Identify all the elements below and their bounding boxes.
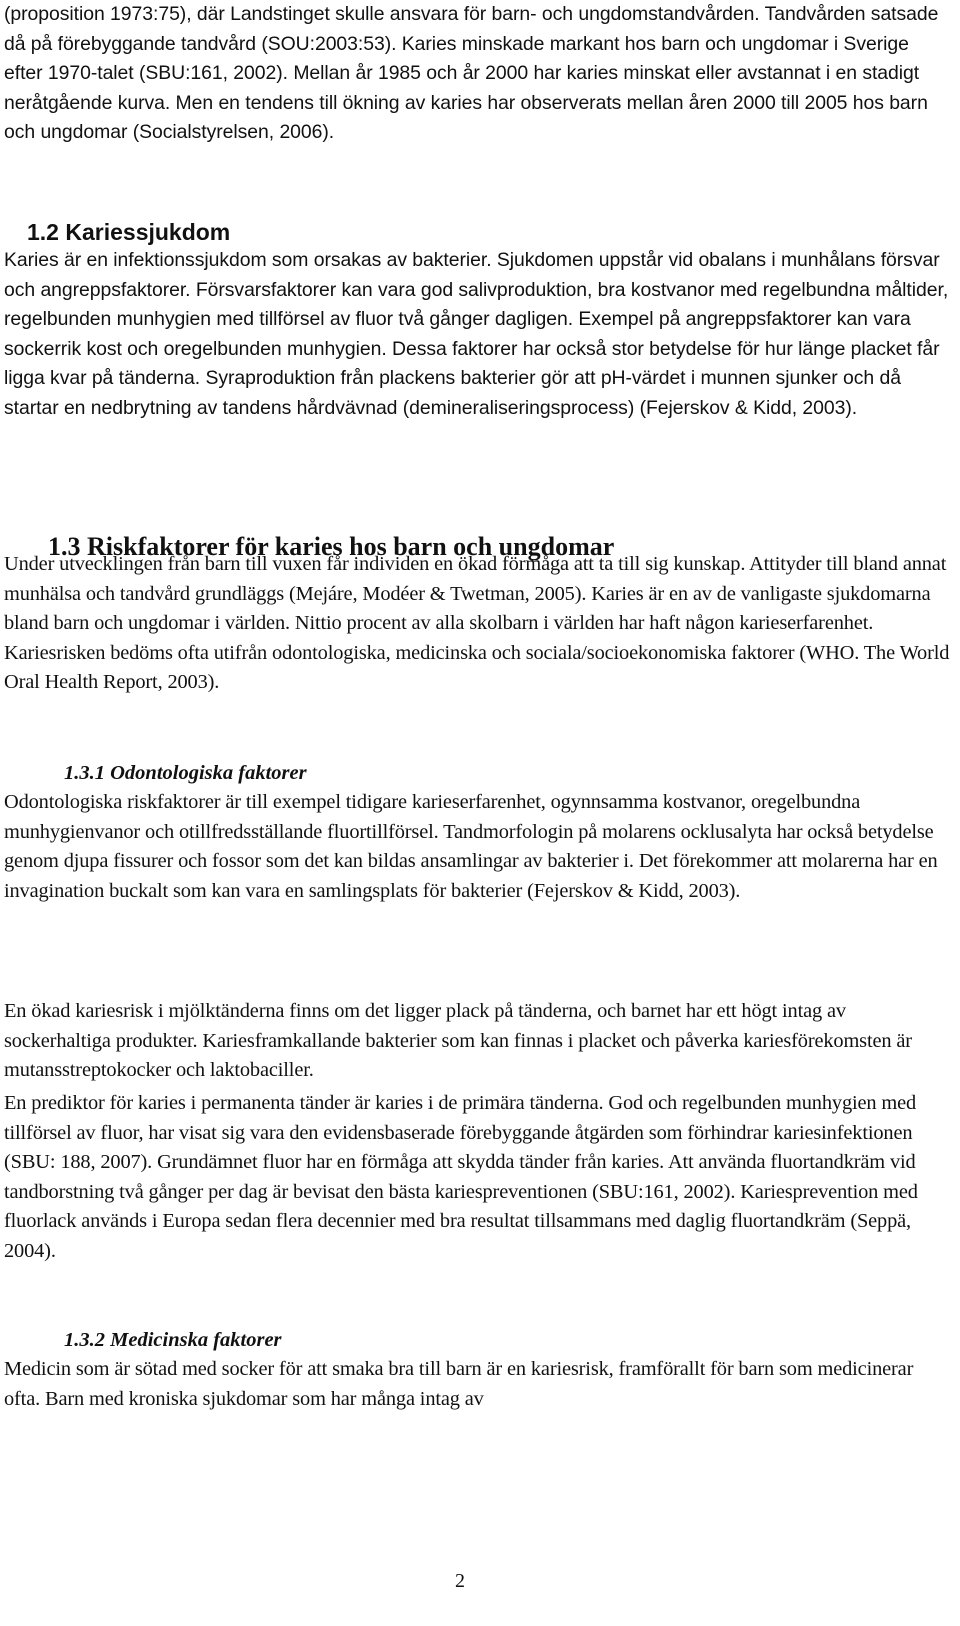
section-heading-1-2: 1.2 Kariessjukdom <box>27 219 231 245</box>
section-1-3-1-paragraph-3: En prediktor för karies i permanenta tänder är karies i de primära tänderna. God och regelbunden munhygien med tillförsel av fluor, har visat sig vara den evidensbaserade förebyggande åtgärden som förhindrar kariesinfektionen (SBU: 188, 2007). Grundämnet fluor har en förmåga att skydda tänder från karies. Att använda fluortandkräm vid tandborstning två gånger per dag är bevisat den bästa kariespreventionen (SBU:161, 2002). Kariesprevention med fluorlack används i Europa sedan flera decennier med bra resultat tillsammans med daglig fluortandkräm (Seppä, 2004). <box>4 1092 918 1262</box>
section-1-3-paragraph: Under utvecklingen från barn till vuxen får individen en ökad förmåga att ta till sig kunskap. Attityder till bland annat munhälsa och tandvård grundläggs (Mejáre, Modéer & Twetman, 2005). Karies är en av de vanligaste sjukdomarna bland barn och ungdomar i världen. Nittio procent av alla skolbarn i världen har haft någon karieserfarenhet. Kariesrisken bedöms ofta utifrån odontologiska, medicinska och sociala/socioekonomiska faktorer (WHO. The World Oral Health Report, 2003). <box>4 553 950 694</box>
section-1-2-paragraph: Karies är en infektionssjukdom som orsakas av bakterier. Sjukdomen uppstår vid obalans i munhålans försvar och angreppsfaktorer. Försvarsfaktorer kan vara god salivproduktion, bra kostvanor med regelbundna måltider, regelbunden munhygien med tillförsel av fluor två gånger dagligen. Exempel på angreppsfaktorer kan vara sockerrik kost och oregelbunden munhygien. Dessa faktorer har också stor betydelse för hur länge placket får ligga kvar på tänderna. Syraproduktion från plackens bakterier gör att pH-värdet i munnen sjunker och då startar en nedbrytning av tandens hårdvävnad (demineraliseringsprocess) (Fejerskov & Kidd, 2003). <box>4 249 949 419</box>
intro-paragraph: (proposition 1973:75), där Landstinget skulle ansvara för barn- och ungdomstandvården. Tandvården satsade då på förebyggande tandvård (SOU:2003:53). Karies minskade markant hos barn och ungdomar i Sverige efter 1970-talet (SBU:161, 2002). Mellan år 1985 och år 2000 har karies minskat eller avstannat i en stadigt neråtgående kurva. Men en tendens till ökning av karies har observerats mellan åren 2000 till 2005 hos barn och ungdomar (Socialstyrelsen, 2006). <box>4 3 939 144</box>
section-1-3-1-paragraph-1: Odontologiska riskfaktorer är till exempel tidigare karieserfarenhet, ogynnsamma kostvanor, oregelbundna munhygienvanor och otillfredsställande fluortillförsel. Tandmorfologin på molarens ocklusalyta har också betydelse genom djupa fissurer och fossor som det kan bildas ansamlingar av bakterier i. Det förekommer att molarerna har en invagination buckalt som kan vara en samlingsplats för bakterier (Fejerskov & Kidd, 2003). <box>4 791 938 902</box>
section-1-3-2-paragraph: Medicin som är sötad med socker för att smaka bra till barn är en kariesrisk, framförallt för barn som medicinerar ofta. Barn med kroniska sjukdomar som har många intag av <box>4 1358 914 1410</box>
section-heading-1-3-1: 1.3.1 Odontologiska faktorer <box>64 762 307 784</box>
page-number: 2 <box>455 1570 465 1592</box>
section-heading-1-3: 1.3 Riskfaktorer för karies hos barn och ungdomar <box>48 532 615 561</box>
section-heading-1-3-2: 1.3.2 Medicinska faktorer <box>64 1329 282 1351</box>
section-1-3-1-paragraph-2: En ökad kariesrisk i mjölktänderna finns om det ligger plack på tänderna, och barnet har ett högt intag av sockerhaltiga produkter. Kariesframkallande bakterier som kan finnas i placket och påverka kariesförekomsten är mutansstreptokocker och laktobaciller. <box>4 1000 912 1082</box>
